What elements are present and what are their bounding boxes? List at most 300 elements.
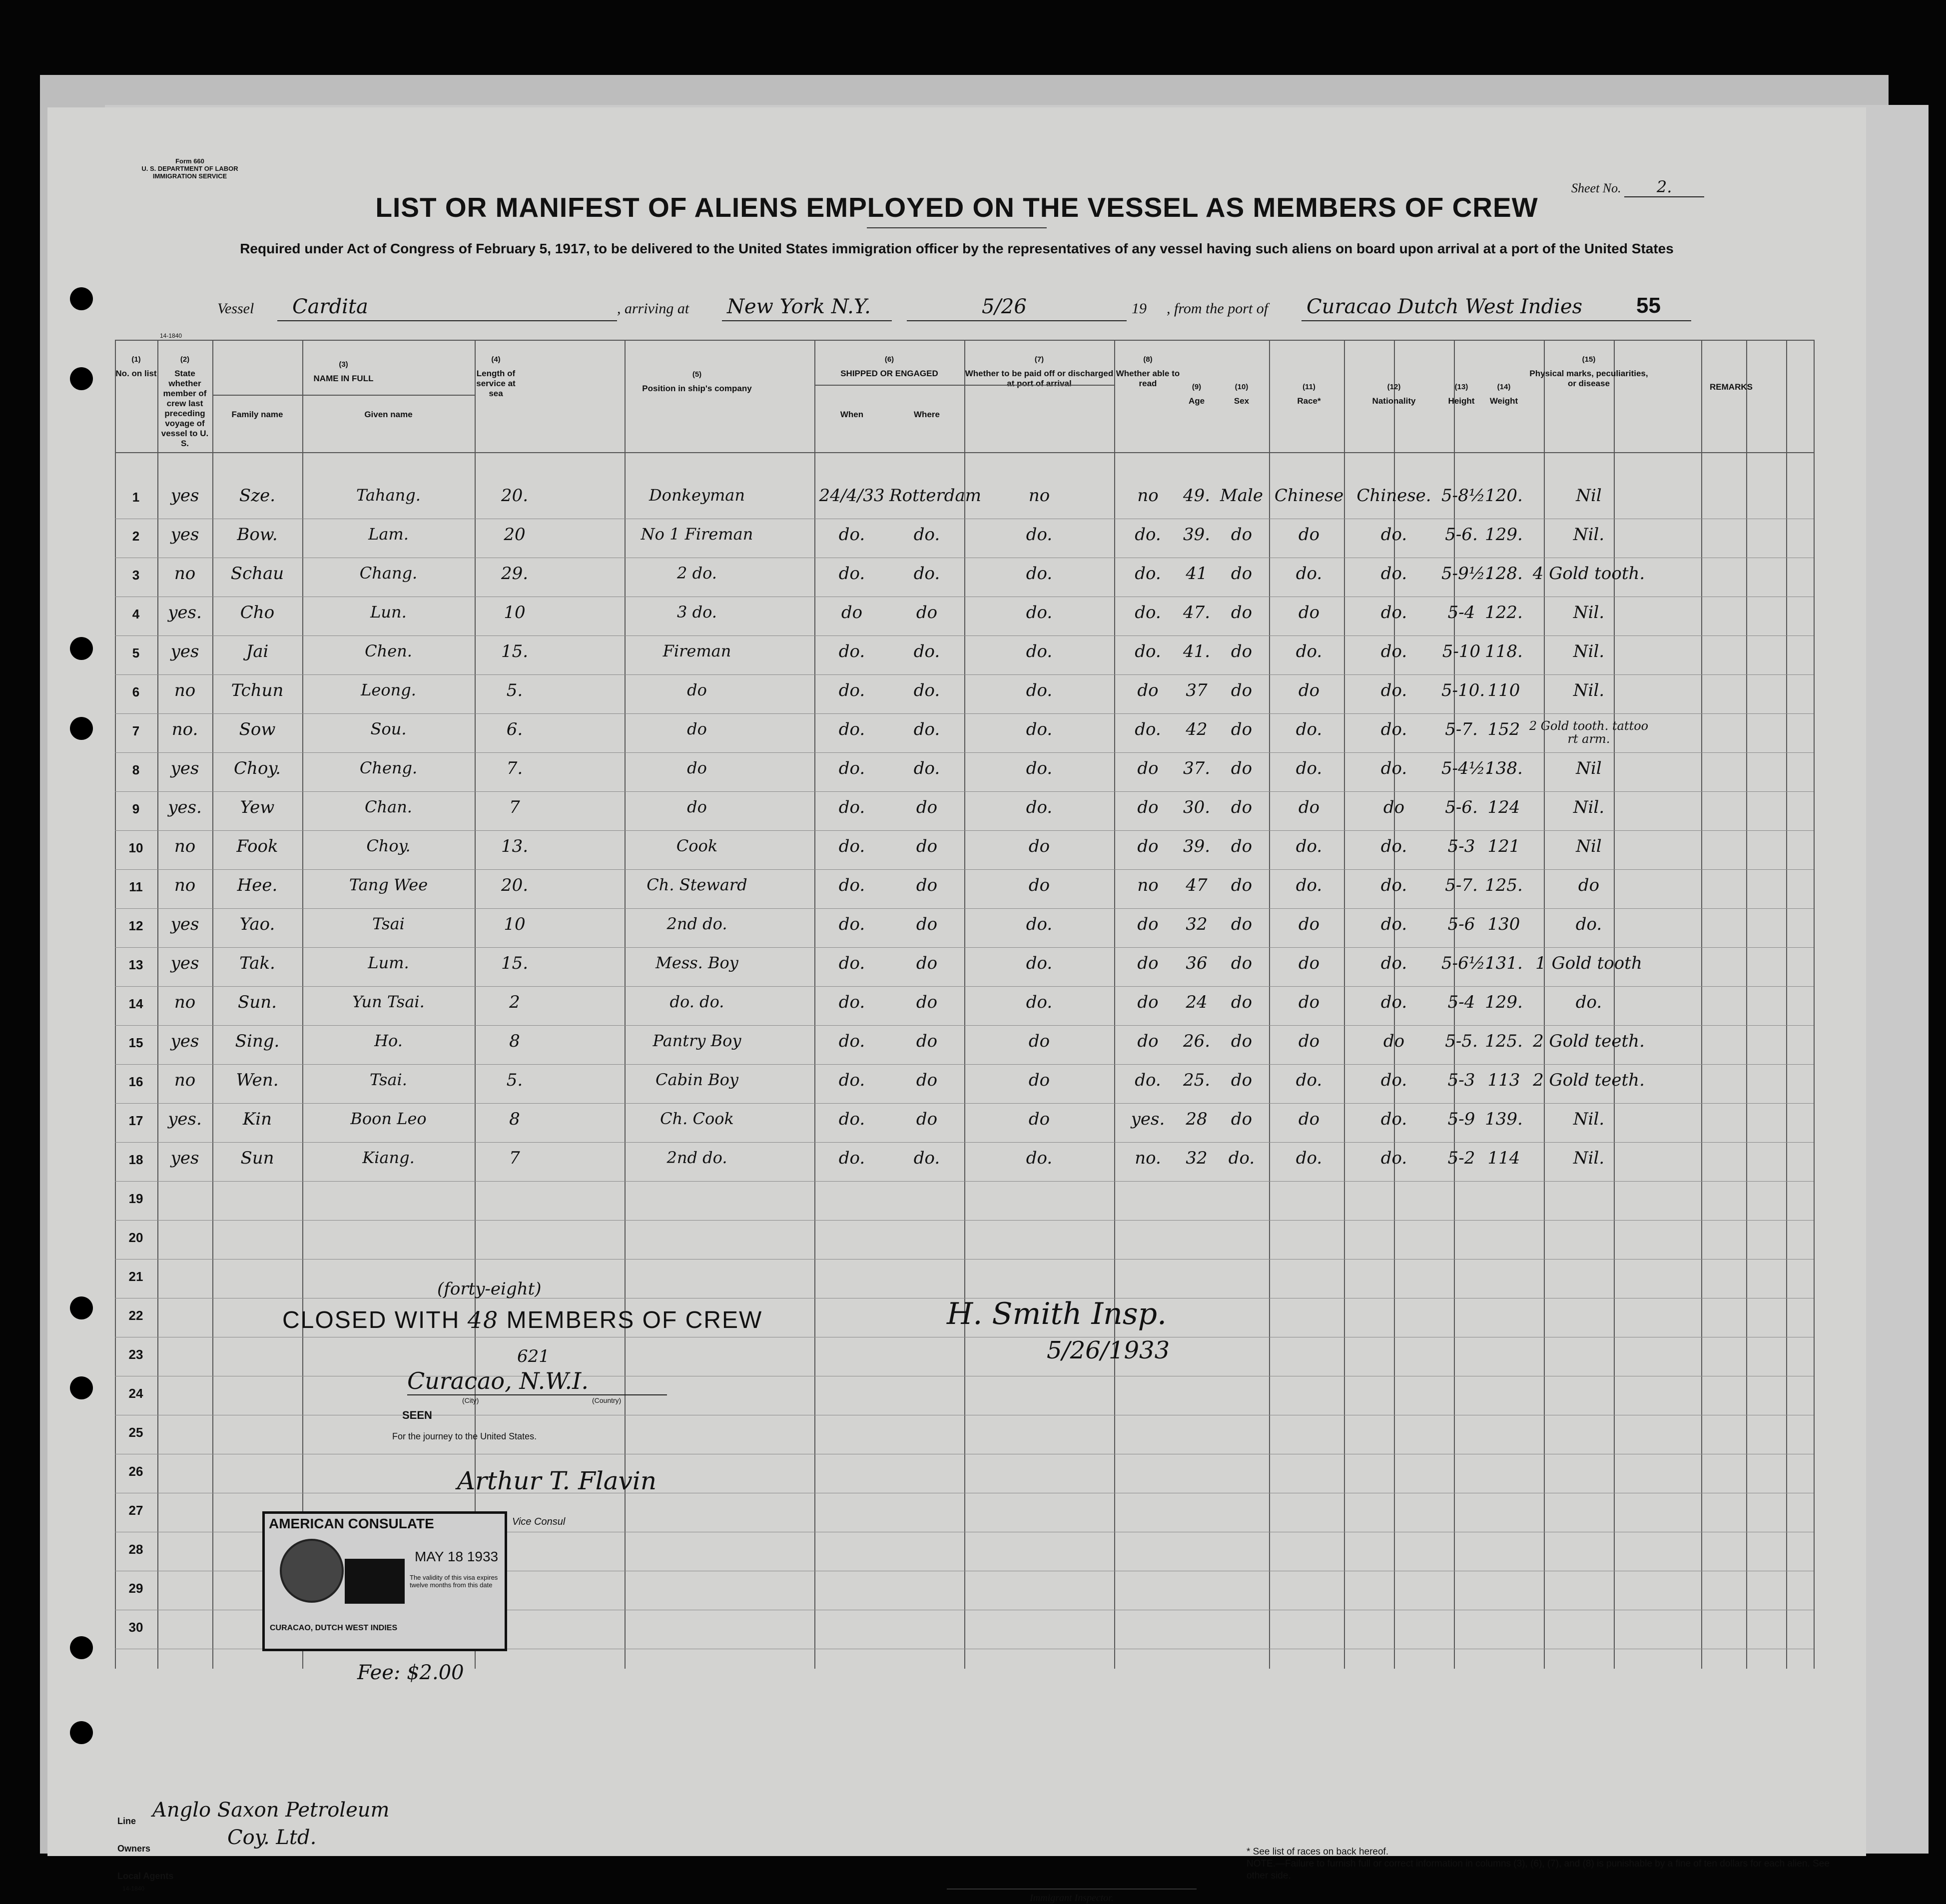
cell-prev: yes bbox=[170, 758, 199, 778]
cell-paid: do. bbox=[1026, 1148, 1053, 1168]
column-header: (5) Position in ship's company bbox=[642, 370, 752, 393]
count-in-words: (forty-eight) bbox=[437, 1279, 542, 1299]
row-number: 8 bbox=[132, 762, 140, 777]
cell-paid: do. bbox=[1026, 525, 1053, 545]
row-rule bbox=[115, 635, 1814, 636]
cell-position: Ch. Cook bbox=[660, 1109, 734, 1128]
cell-nationality: do. bbox=[1380, 525, 1407, 545]
cell-paid: do. bbox=[1026, 641, 1053, 661]
cell-given: Tang Wee bbox=[349, 875, 428, 894]
cell-height: 5-4 bbox=[1447, 992, 1475, 1012]
cell-age: 25. bbox=[1183, 1070, 1211, 1090]
row-number: 4 bbox=[132, 607, 140, 622]
cell-weight: 120. bbox=[1485, 486, 1523, 506]
cell-when: do. bbox=[838, 836, 865, 856]
cell-family: Sun. bbox=[238, 992, 277, 1012]
stamp-validity: The validity of this visa expires twelve months from this date bbox=[410, 1574, 498, 1589]
line-value: Anglo Saxon Petroleum bbox=[152, 1799, 390, 1822]
cell-age: 41 bbox=[1186, 564, 1208, 584]
cell-prev: yes bbox=[170, 914, 199, 934]
row-rule bbox=[115, 1064, 1814, 1065]
cell-height: 5-4½. bbox=[1441, 758, 1491, 778]
cell-read: do bbox=[1137, 836, 1159, 856]
consular-number: 621 bbox=[517, 1346, 550, 1366]
row-number: 19 bbox=[128, 1191, 143, 1206]
cell-height: 5-10. bbox=[1441, 680, 1485, 700]
cell-given: Ho. bbox=[374, 1031, 403, 1050]
cell-nationality: do. bbox=[1380, 719, 1407, 739]
cell-height: 5-6½. bbox=[1441, 953, 1491, 973]
cell-family: Kin bbox=[242, 1109, 272, 1129]
cell-nationality: do. bbox=[1380, 564, 1407, 584]
cell-paid: do. bbox=[1026, 680, 1053, 700]
cell-age: 41. bbox=[1183, 641, 1211, 661]
cell-marks: Nil. bbox=[1573, 1148, 1605, 1168]
cell-service: 15. bbox=[501, 641, 529, 661]
cell-marks: 1 Gold tooth bbox=[1535, 953, 1642, 973]
stamp-footer: CURACAO, DUTCH WEST INDIES bbox=[270, 1624, 398, 1632]
punch-hole bbox=[70, 1296, 93, 1319]
row-rule bbox=[115, 1220, 1814, 1221]
cell-height: 5-9½. bbox=[1441, 564, 1491, 584]
cell-position: No 1 Fireman bbox=[641, 525, 753, 544]
cell-service: 10 bbox=[504, 603, 526, 623]
cell-when: do. bbox=[838, 564, 865, 584]
cell-weight: 124 bbox=[1487, 797, 1520, 817]
cell-paid: do bbox=[1028, 1070, 1050, 1090]
cell-when: do. bbox=[838, 758, 865, 778]
cell-age: 37 bbox=[1186, 680, 1208, 700]
cell-sex: do bbox=[1231, 1031, 1253, 1051]
column-header: Where bbox=[914, 410, 940, 419]
cell-weight: 113 bbox=[1487, 1070, 1520, 1090]
column-header: (3) NAME IN FULL bbox=[313, 360, 374, 383]
cell-read: do bbox=[1137, 953, 1159, 973]
cell-race: do. bbox=[1296, 1148, 1322, 1168]
cell-race: do bbox=[1298, 525, 1320, 545]
consulate-stamp bbox=[262, 1511, 507, 1651]
cell-race: do bbox=[1298, 797, 1320, 817]
cell-race: do. bbox=[1296, 836, 1322, 856]
column-rule bbox=[1746, 340, 1747, 1669]
column-header: (10) Sex bbox=[1234, 383, 1250, 406]
cell-marks: 2 Gold tooth. tattoo rt arm. bbox=[1529, 719, 1649, 746]
cell-sex: do bbox=[1231, 1070, 1253, 1090]
cell-marks: 4 Gold tooth. bbox=[1532, 564, 1645, 584]
cell-race: do bbox=[1298, 603, 1320, 623]
cell-where: do. bbox=[913, 525, 940, 545]
column-rule bbox=[115, 340, 116, 1669]
cell-family: Jai bbox=[246, 641, 269, 661]
cell-position: Cook bbox=[676, 836, 718, 855]
cell-prev: yes bbox=[170, 1148, 199, 1168]
cell-prev: no bbox=[174, 564, 196, 584]
cell-weight: 125. bbox=[1485, 1031, 1523, 1051]
cell-weight: 114 bbox=[1487, 1148, 1520, 1168]
cell-paid: do. bbox=[1026, 914, 1053, 934]
cell-paid: do. bbox=[1026, 564, 1053, 584]
fee: Fee: $2.00 bbox=[357, 1661, 464, 1684]
cell-age: 32 bbox=[1186, 1148, 1208, 1168]
cell-prev: yes. bbox=[168, 603, 202, 623]
cell-service: 20. bbox=[501, 486, 529, 506]
punch-hole bbox=[70, 1636, 93, 1659]
cell-age: 47 bbox=[1186, 875, 1208, 895]
cell-paid: do. bbox=[1026, 797, 1053, 817]
consul-title: Vice Consul bbox=[512, 1516, 566, 1527]
cell-prev: no bbox=[174, 875, 196, 895]
form-header bbox=[122, 157, 257, 180]
cell-when: do. bbox=[838, 525, 865, 545]
cell-where: do. bbox=[913, 1148, 940, 1168]
cell-race: do. bbox=[1296, 564, 1322, 584]
cell-prev: yes bbox=[170, 486, 199, 506]
column-header: Family name bbox=[231, 410, 283, 419]
line-label: Line bbox=[117, 1816, 136, 1826]
cell-position: 2nd do. bbox=[666, 1148, 727, 1167]
cell-race: do bbox=[1298, 680, 1320, 700]
column-rule bbox=[1814, 340, 1815, 1669]
races-note: * See list of races on back hereof. bbox=[1247, 1847, 1389, 1857]
cell-sex: do bbox=[1231, 875, 1253, 895]
row-rule bbox=[115, 908, 1814, 909]
cell-sex: do bbox=[1231, 564, 1253, 584]
cell-height: 5-2 bbox=[1447, 1148, 1475, 1168]
cell-marks: Nil. bbox=[1573, 797, 1605, 817]
cell-sex: do bbox=[1231, 680, 1253, 700]
cell-position: do bbox=[687, 758, 707, 777]
cell-height: 5-8½ bbox=[1441, 486, 1485, 506]
cell-prev: yes. bbox=[168, 1109, 202, 1129]
cell-prev: yes bbox=[170, 641, 199, 661]
row-number: 29 bbox=[128, 1581, 143, 1596]
stamp-heading: AMERICAN CONSULATE bbox=[269, 1516, 434, 1531]
cell-prev: no bbox=[174, 992, 196, 1012]
cell-paid: do bbox=[1028, 1109, 1050, 1129]
cell-race: do bbox=[1298, 914, 1320, 934]
footer-note bbox=[1247, 1846, 1846, 1882]
cell-service: 15. bbox=[501, 953, 529, 973]
cell-marks: Nil. bbox=[1573, 603, 1605, 623]
cell-family: Bow. bbox=[237, 525, 278, 545]
cell-nationality: do bbox=[1383, 1031, 1405, 1051]
cell-where: Rotterdam bbox=[889, 486, 982, 506]
cell-race: do bbox=[1298, 953, 1320, 973]
cell-service: 7 bbox=[509, 797, 520, 817]
cell-position: Cabin Boy bbox=[655, 1070, 738, 1089]
cell-sex: do bbox=[1231, 525, 1253, 545]
punch-hole bbox=[70, 637, 93, 660]
cell-nationality: do. bbox=[1380, 1148, 1407, 1168]
row-number: 10 bbox=[128, 840, 143, 855]
cell-when: do. bbox=[838, 1148, 865, 1168]
row-number: 18 bbox=[128, 1152, 143, 1167]
row-number: 26 bbox=[128, 1464, 143, 1479]
column-header: (9) Age bbox=[1188, 383, 1205, 406]
cell-nationality: do. bbox=[1380, 836, 1407, 856]
row-number: 3 bbox=[132, 568, 140, 583]
row-rule bbox=[115, 830, 1814, 831]
cell-marks: 2 Gold teeth. bbox=[1533, 1031, 1645, 1051]
cell-weight: 122. bbox=[1485, 603, 1523, 623]
cell-family: Sow bbox=[239, 719, 276, 739]
cell-service: 8 bbox=[509, 1031, 520, 1051]
cell-family: Tchun bbox=[231, 680, 284, 700]
cell-given: Boon Leo bbox=[350, 1109, 427, 1128]
cell-position: do bbox=[687, 719, 707, 738]
cell-prev: no bbox=[174, 1070, 196, 1090]
cell-where: do bbox=[916, 836, 938, 856]
cell-marks: do. bbox=[1575, 914, 1602, 934]
cell-where: do bbox=[916, 914, 938, 934]
penalty-note: NOTE.—Failure to furnish full or correct information in columns (3), (6), (7), and (8) is punishable by a fine of ten dollars for each alien. See other side. bbox=[1247, 1859, 1830, 1881]
cell-position: 2 do. bbox=[677, 564, 717, 583]
cell-weight: 138. bbox=[1485, 758, 1523, 778]
cell-age: 47. bbox=[1183, 603, 1211, 623]
cell-family: Wen. bbox=[236, 1070, 279, 1090]
arriving-label: , arriving at bbox=[617, 300, 689, 317]
cell-weight: 131. bbox=[1485, 953, 1523, 973]
cell-position: 3 do. bbox=[677, 603, 717, 622]
row-rule bbox=[115, 986, 1814, 987]
cell-family: Fook bbox=[236, 836, 278, 856]
footer-code: 14-1840 bbox=[122, 1885, 145, 1892]
cell-family: Sing. bbox=[235, 1031, 280, 1051]
cell-prev: yes bbox=[170, 1031, 199, 1051]
cell-family: Tak. bbox=[239, 953, 275, 973]
sheet-number-value: 2. bbox=[1624, 177, 1704, 197]
cell-given: Tahang. bbox=[356, 486, 421, 505]
country-label: (Country) bbox=[592, 1396, 622, 1404]
vessel-name: Cardita bbox=[292, 295, 368, 318]
cell-given: Kiang. bbox=[362, 1148, 415, 1167]
column-header: (11) Race* bbox=[1297, 383, 1321, 406]
crew-count: 48 bbox=[467, 1306, 499, 1333]
cell-where: do bbox=[916, 875, 938, 895]
cell-height: 5-4 bbox=[1447, 603, 1475, 623]
cell-family: Sun bbox=[240, 1148, 274, 1168]
punch-hole bbox=[70, 1721, 93, 1744]
cell-service: 5. bbox=[506, 1070, 523, 1090]
cell-race: do. bbox=[1296, 875, 1322, 895]
row-rule bbox=[115, 869, 1814, 870]
cell-marks: Nil. bbox=[1573, 525, 1605, 545]
cell-family: Yew bbox=[240, 797, 275, 817]
cell-marks: Nil bbox=[1576, 836, 1602, 856]
cell-height: 5-5. bbox=[1445, 1031, 1478, 1051]
cell-nationality: do. bbox=[1380, 680, 1407, 700]
row-number: 1 bbox=[132, 490, 140, 505]
cell-position: Mess. Boy bbox=[655, 953, 738, 972]
cell-read: do. bbox=[1135, 719, 1161, 739]
cell-race: do. bbox=[1296, 1070, 1322, 1090]
fee-stamp-icon bbox=[345, 1559, 405, 1604]
cell-given: Tsai. bbox=[370, 1070, 407, 1089]
immigrant-inspector-label: Immigrant Inspector. bbox=[947, 1889, 1197, 1904]
inspector-signature: H. Smith Insp. bbox=[947, 1296, 1167, 1331]
form-number: Form 660 bbox=[175, 157, 204, 165]
cell-weight: 130 bbox=[1487, 914, 1520, 934]
row-number: 6 bbox=[132, 684, 140, 699]
cell-prev: no bbox=[174, 680, 196, 700]
cell-read: do bbox=[1137, 758, 1159, 778]
cell-nationality: do. bbox=[1380, 1070, 1407, 1090]
cell-given: Yun Tsai. bbox=[352, 992, 425, 1011]
cell-height: 5-3 bbox=[1447, 1070, 1475, 1090]
cell-sex: do bbox=[1231, 992, 1253, 1012]
cell-paid: do. bbox=[1026, 603, 1053, 623]
row-number: 22 bbox=[128, 1308, 143, 1323]
punch-hole bbox=[70, 367, 93, 390]
column-header: (8) Whether able to read bbox=[1116, 355, 1180, 388]
cell-marks: do. bbox=[1575, 992, 1602, 1012]
column-rule bbox=[1701, 340, 1702, 1669]
punch-hole bbox=[70, 287, 93, 310]
row-rule bbox=[115, 1025, 1814, 1026]
cell-weight: 118. bbox=[1485, 641, 1523, 661]
cell-read: do. bbox=[1135, 603, 1161, 623]
page-title: LIST OR MANIFEST OF ALIENS EMPLOYED ON THE VESSEL AS MEMBERS OF CREW bbox=[375, 192, 1538, 223]
subheader-rule bbox=[212, 395, 475, 396]
cell-paid: do. bbox=[1026, 992, 1053, 1012]
subheader-rule bbox=[814, 385, 1114, 386]
cell-where: do. bbox=[913, 719, 940, 739]
cell-when: 24/4/33 bbox=[819, 486, 885, 506]
cell-weight: 128. bbox=[1485, 564, 1523, 584]
cell-given: Chang. bbox=[359, 564, 418, 583]
cell-family: Hee. bbox=[237, 875, 278, 895]
row-number: 9 bbox=[132, 801, 140, 816]
cell-given: Chen. bbox=[365, 641, 412, 660]
cell-sex: do bbox=[1231, 914, 1253, 934]
service: IMMIGRATION SERVICE bbox=[152, 172, 227, 180]
cell-weight: 139. bbox=[1485, 1109, 1523, 1129]
row-number: 12 bbox=[128, 918, 143, 933]
column-header: (4) Length of service at sea bbox=[476, 355, 516, 398]
cell-service: 10 bbox=[504, 914, 526, 934]
cell-when: do. bbox=[838, 1031, 865, 1051]
cell-age: 39. bbox=[1183, 525, 1211, 545]
cell-race: do bbox=[1298, 1031, 1320, 1051]
cell-position: Fireman bbox=[662, 641, 731, 660]
row-number: 30 bbox=[128, 1620, 143, 1635]
cell-given: Lum. bbox=[368, 953, 409, 972]
cell-sex: do bbox=[1231, 641, 1253, 661]
cell-given: Leong. bbox=[361, 680, 416, 699]
cell-read: do bbox=[1137, 992, 1159, 1012]
department: U. S. DEPARTMENT OF LABOR bbox=[141, 165, 238, 172]
row-number: 28 bbox=[128, 1542, 143, 1557]
cell-when: do. bbox=[838, 680, 865, 700]
column-header: (7) Whether to be paid off or discharged at port of arrival bbox=[965, 355, 1114, 388]
cell-age: 42 bbox=[1186, 719, 1208, 739]
cell-marks: Nil. bbox=[1573, 1109, 1605, 1129]
row-number: 16 bbox=[128, 1074, 143, 1089]
cell-sex: do bbox=[1231, 797, 1253, 817]
cell-when: do. bbox=[838, 875, 865, 895]
cell-paid: do. bbox=[1026, 758, 1053, 778]
cell-paid: do bbox=[1028, 836, 1050, 856]
agents-label: Local Agents bbox=[117, 1871, 174, 1881]
cell-family: Schau bbox=[230, 564, 284, 584]
year-label: 19 bbox=[1132, 300, 1147, 317]
row-number: 24 bbox=[128, 1386, 143, 1401]
cell-given: Tsai bbox=[372, 914, 405, 933]
cell-given: Chan. bbox=[365, 797, 412, 816]
row-number: 2 bbox=[132, 529, 140, 544]
cell-read: do. bbox=[1135, 525, 1161, 545]
cell-marks: do bbox=[1578, 875, 1600, 895]
table-top-rule bbox=[115, 340, 1814, 341]
cell-service: 2 bbox=[509, 992, 520, 1012]
column-rule bbox=[1786, 340, 1787, 1669]
column-header: (15) Physical marks, peculiarities, or disease bbox=[1529, 355, 1648, 388]
cell-when: do bbox=[841, 603, 863, 623]
cell-age: 28 bbox=[1186, 1109, 1208, 1129]
row-number: 17 bbox=[128, 1113, 143, 1128]
cell-when: do. bbox=[838, 797, 865, 817]
cell-height: 5-3 bbox=[1447, 836, 1475, 856]
cell-read: do. bbox=[1135, 641, 1161, 661]
cell-prev: yes bbox=[170, 525, 199, 545]
cell-read: no bbox=[1137, 486, 1159, 506]
cell-nationality: do bbox=[1383, 797, 1405, 817]
cell-read: no bbox=[1137, 875, 1159, 895]
cell-service: 7 bbox=[509, 1148, 520, 1168]
cell-family: Yao. bbox=[239, 914, 275, 934]
cell-where: do bbox=[916, 1070, 938, 1090]
cell-nationality: do. bbox=[1380, 603, 1407, 623]
cell-read: do bbox=[1137, 797, 1159, 817]
cell-position: 2nd do. bbox=[666, 914, 727, 933]
cell-nationality: do. bbox=[1380, 953, 1407, 973]
cell-height: 5-6. bbox=[1445, 797, 1478, 817]
cell-weight: 152 bbox=[1487, 719, 1520, 739]
cell-sex: do bbox=[1231, 953, 1253, 973]
cell-position: Pantry Boy bbox=[652, 1031, 741, 1050]
cell-read: no. bbox=[1135, 1148, 1161, 1168]
column-header: REMARKS bbox=[1710, 382, 1753, 392]
cell-weight: 121 bbox=[1487, 836, 1520, 856]
cell-sex: do bbox=[1231, 758, 1253, 778]
cell-weight: 110 bbox=[1487, 680, 1520, 700]
stamp-number: 55 bbox=[1636, 293, 1661, 318]
column-header: (13) Height bbox=[1448, 383, 1475, 406]
closed-with-label: CLOSED WITH bbox=[282, 1307, 460, 1333]
cell-position: do. do. bbox=[669, 992, 724, 1011]
cell-race: do bbox=[1298, 1109, 1320, 1129]
cell-race: do. bbox=[1296, 758, 1322, 778]
cell-nationality: do. bbox=[1380, 914, 1407, 934]
departure-port: Curacao Dutch West Indies bbox=[1306, 295, 1583, 318]
consul-signature: Arthur T. Flavin bbox=[457, 1466, 657, 1495]
row-rule bbox=[115, 947, 1814, 948]
from-label: , from the port of bbox=[1167, 300, 1269, 317]
cell-sex: do bbox=[1231, 603, 1253, 623]
cell-where: do. bbox=[913, 680, 940, 700]
cell-read: yes. bbox=[1131, 1109, 1165, 1129]
crew-table bbox=[115, 340, 1814, 1669]
cell-when: do. bbox=[838, 1070, 865, 1090]
cell-where: do bbox=[916, 953, 938, 973]
cell-service: 5. bbox=[506, 680, 523, 700]
cell-marks: 2 Gold teeth. bbox=[1533, 1070, 1645, 1090]
cell-given: Choy. bbox=[366, 836, 411, 855]
cell-read: do bbox=[1137, 914, 1159, 934]
column-header: (1) No. on list bbox=[115, 355, 157, 378]
row-number: 25 bbox=[128, 1425, 143, 1440]
column-header: Given name bbox=[364, 410, 413, 419]
